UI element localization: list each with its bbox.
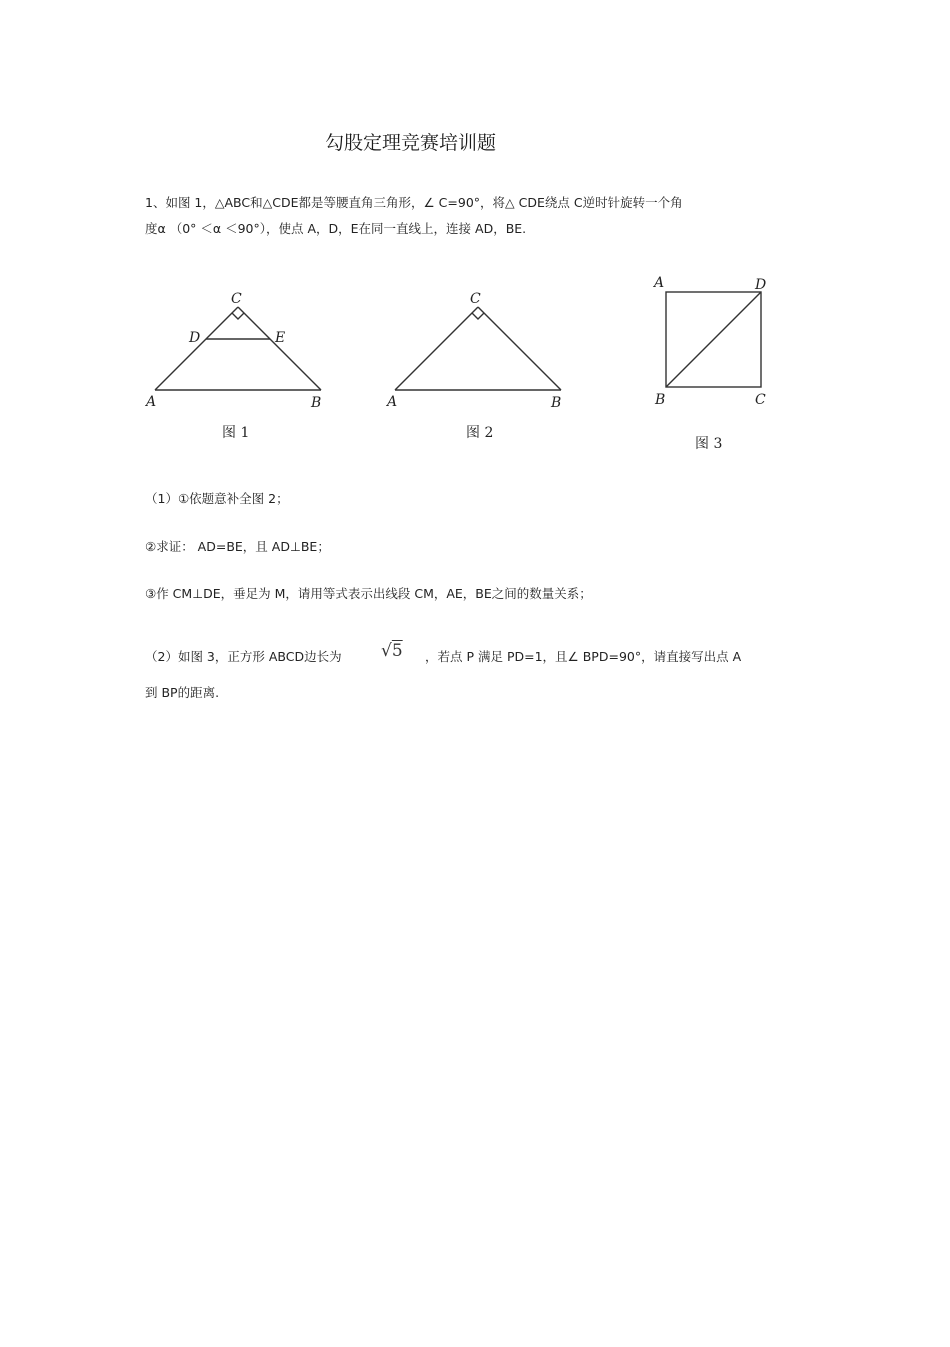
fig3-caption: 图 3 [695, 436, 723, 452]
fig3-label-d: D [755, 277, 767, 293]
part2-line2: 到 BP的距离. [145, 685, 220, 700]
figure-2 [380, 285, 580, 450]
problem1-line2: 度α （0° ＜α ＜90°），使点 A，D，E在同一直线上，连接 AD，BE. [145, 221, 527, 236]
figure-3 [645, 270, 785, 455]
part1-question3: ③作 CM⊥DE，垂足为 M，请用等式表示出线段 CM，AE，BE之间的数量关系； [145, 586, 592, 601]
fig1-label-e: E [275, 330, 286, 346]
fig3-label-c: C [755, 392, 766, 408]
figure-1 [140, 285, 340, 450]
fig3-label-a: A [654, 275, 665, 291]
part1-question2: ②求证： AD=BE，且 AD⊥BE； [145, 539, 330, 554]
fig2-right-angle-mark [472, 313, 484, 319]
problem1-line1: 1、如图 1，△ABC和△CDE都是等腰直角三角形，∠ C=90°，将△ CDE绕点 C逆时针旋转一个角 [145, 195, 683, 210]
page-title: 勾股定理竞赛培训题 [325, 132, 497, 154]
part2-text-b: ，若点 P 满足 PD=1，且∠ BPD=90°，请直接写出点 A [425, 649, 742, 664]
sqrt-sign: √ [381, 641, 392, 661]
fig1-caption: 图 1 [222, 425, 250, 441]
fig2-label-a: A [387, 394, 398, 410]
fig1-right-angle-mark [232, 313, 244, 319]
fig3-diagonal-bd [666, 292, 761, 387]
fig3-label-b: B [655, 392, 666, 408]
part1-question1: （1）①依题意补全图 2； [145, 491, 289, 506]
fig2-label-b: B [551, 395, 562, 411]
sqrt-expression [381, 641, 403, 661]
fig1-label-c: C [231, 291, 242, 307]
fig1-label-d: D [189, 330, 201, 346]
sqrt-value: 5 [391, 641, 403, 661]
fig2-label-c: C [470, 291, 481, 307]
part2-text-a: （2）如图 3，正方形 ABCD边长为 [145, 649, 342, 664]
fig2-caption: 图 2 [466, 425, 494, 441]
fig2-side-ac [395, 307, 478, 390]
fig1-label-a: A [146, 394, 157, 410]
fig1-label-b: B [311, 395, 322, 411]
fig1-side-ac [155, 307, 238, 390]
fig2-side-cb [478, 307, 561, 390]
fig1-side-cb [238, 307, 321, 390]
